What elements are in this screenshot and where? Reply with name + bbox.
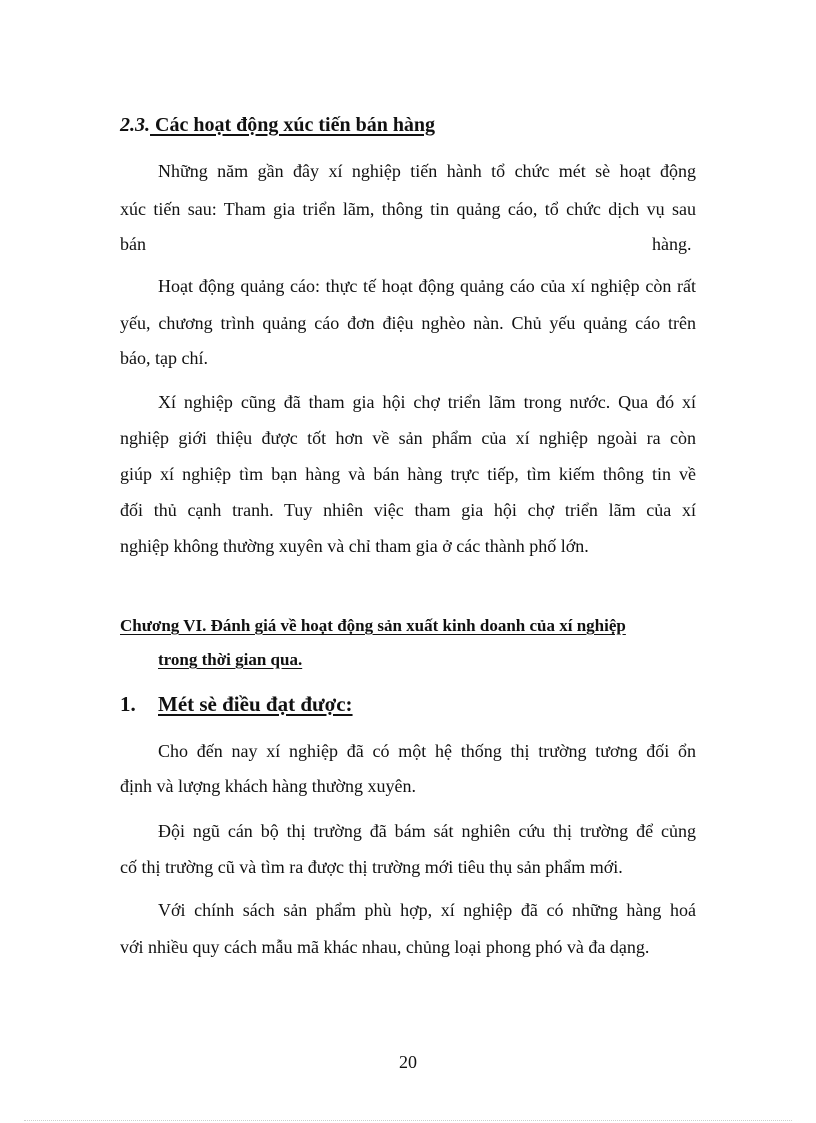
- paragraph-2-line-3: báo, tạp chí.: [120, 348, 208, 368]
- paragraph-4-line-1: Cho đến nay xí nghiệp đã có một hệ thống thị trường tương đối ổn: [158, 741, 696, 761]
- paragraph-2-line-1: Hoạt động quảng cáo: thực tế hoạt động quảng cáo của xí nghiệp còn rất: [158, 276, 696, 296]
- paragraph-3-line-5: nghiệp không thường xuyên và chỉ tham gia ở các thành phố lớn.: [120, 536, 589, 556]
- section-number: 2.3.: [120, 114, 150, 136]
- paragraph-1-line-3-end: hàng.: [652, 234, 692, 254]
- paragraph-3-line-4: đối thủ cạnh tranh. Tuy nhiên việc tham gia hội chợ triển lãm của xí: [120, 500, 696, 520]
- paragraph-3-line-2: nghiệp giới thiệu được tốt hơn về sản phẩm của xí nghiệp ngoài ra còn: [120, 428, 696, 448]
- paragraph-4-line-2: định và lượng khách hàng thường xuyên.: [120, 776, 416, 796]
- section-heading: [120, 113, 435, 137]
- chapter-heading-line-2: trong thời gian qua.: [158, 650, 303, 669]
- section-title: Các hoạt động xúc tiến bán hàng: [150, 114, 436, 136]
- subsection-number: 1.: [120, 692, 136, 716]
- paragraph-1-line-2: xúc tiến sau: Tham gia triển lãm, thông tin quảng cáo, tổ chức dịch vụ sau: [120, 199, 696, 219]
- subsection-heading: [158, 692, 353, 716]
- paragraph-2-line-2: yếu, chương trình quảng cáo đơn điệu nghèo nàn. Chủ yếu quảng cáo trên: [120, 313, 696, 333]
- paragraph-1-line-3-start: bán: [120, 234, 146, 254]
- paragraph-1-line-1: Những năm gần đây xí nghiệp tiến hành tổ chức mét sè hoạt động: [158, 161, 696, 181]
- paragraph-5-line-1: Đội ngũ cán bộ thị trường đã bám sát nghiên cứu thị trường để củng: [158, 821, 696, 841]
- page-edge-divider: [24, 1120, 792, 1121]
- paragraph-5-line-2: cố thị trường cũ và tìm ra được thị trường mới tiêu thụ sản phẩm mới.: [120, 857, 623, 877]
- subsection-title: Mét sè điều đạt được:: [158, 692, 353, 716]
- paragraph-6-line-2: với nhiều quy cách mẫu mã khác nhau, chủng loại phong phó và đa dạng.: [120, 937, 650, 957]
- chapter-heading-line-1: Chương VI. Đánh giá về hoạt động sản xuất kinh doanh của xí nghiệp: [120, 616, 626, 635]
- paragraph-3-line-3: giúp xí nghiệp tìm bạn hàng và bán hàng trực tiếp, tìm kiếm thông tin về: [120, 464, 696, 484]
- paragraph-6-line-1: Với chính sách sản phẩm phù hợp, xí nghiệp đã có những hàng hoá: [158, 900, 696, 920]
- paragraph-3-line-1: Xí nghiệp cũng đã tham gia hội chợ triển lãm trong nước. Qua đó xí: [158, 392, 696, 412]
- page-number: 20: [399, 1052, 417, 1072]
